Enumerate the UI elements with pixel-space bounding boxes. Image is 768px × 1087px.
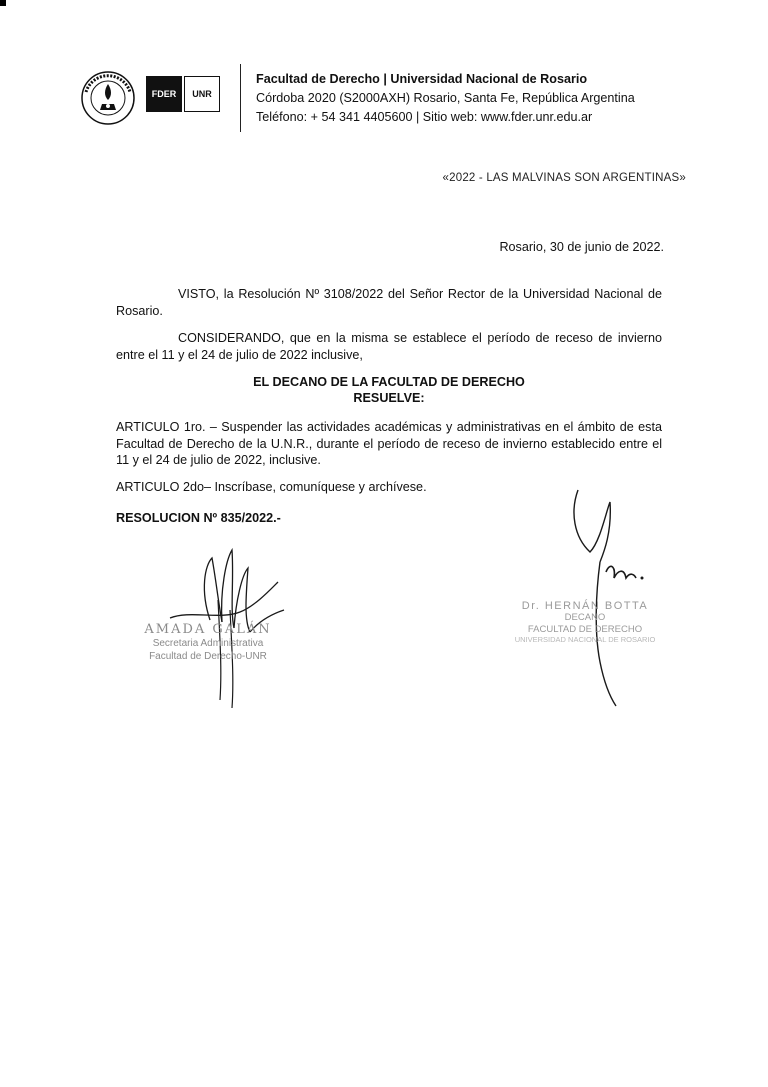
stamp-left [118, 622, 298, 663]
decano-heading: EL DECANO DE LA FACULTAD DE DERECHO [253, 375, 525, 389]
signer-left-title: Secretaria Administrativa [152, 638, 264, 649]
institution-contact: Teléfono: + 54 341 4405600 | Sitio web: www.fder.unr.edu.ar [256, 110, 593, 124]
header-divider [240, 64, 241, 132]
signer-right-title: DECANO [564, 612, 606, 623]
scan-corner-mark [0, 0, 6, 6]
signer-left-name: AMADA GALÁN [144, 622, 272, 637]
visto-paragraph: VISTO, la Resolución Nº 3108/2022 del Señor Rector de la Universidad Nacional de Rosario. [116, 287, 662, 318]
letterhead [256, 70, 635, 127]
articulo-1: ARTICULO 1ro. – Suspender las actividades académicas y administrativas en el ámbito de esta Facultad de Derecho de la U.N.R., durante el período de receso de invierno establecido entre el 11 y el 24 de julio de 2022, inclusive. [116, 420, 662, 467]
articulo-2: ARTICULO 2do– Inscríbase, comuníquese y archívese. [116, 480, 427, 494]
unr-logo: UNR [184, 76, 220, 112]
institution-name: Facultad de Derecho | Universidad Nacional de Rosario [256, 72, 588, 86]
stamp-right [510, 600, 660, 645]
resuelve-heading: RESUELVE: [353, 391, 425, 405]
institution-address: Córdoba 2020 (S2000AXH) Rosario, Santa Fe, República Argentina [256, 91, 635, 105]
fder-logo: FDER [146, 76, 182, 112]
resolucion-number: RESOLUCION Nº 835/2022.- [116, 511, 281, 525]
year-motto: «2022 - LAS MALVINAS SON ARGENTINAS» [442, 172, 686, 184]
handwritten-signature-right [560, 482, 660, 712]
university-seal-icon [80, 70, 136, 126]
signer-right-name: Dr. HERNÁN BOTTA [521, 600, 649, 612]
considerando-paragraph: CONSIDERANDO, que en la misma se establece el período de receso de invierno entre el 11 y el 24 de julio de 2022 inclusive, [116, 331, 662, 362]
signer-right-org: FACULTAD DE DERECHO [527, 623, 643, 635]
signer-left-org: Facultad de Derecho-UNR [149, 651, 267, 662]
signer-right-university: UNIVERSIDAD NACIONAL DE ROSARIO [514, 635, 656, 644]
document-date: Rosario, 30 de junio de 2022. [499, 240, 664, 254]
